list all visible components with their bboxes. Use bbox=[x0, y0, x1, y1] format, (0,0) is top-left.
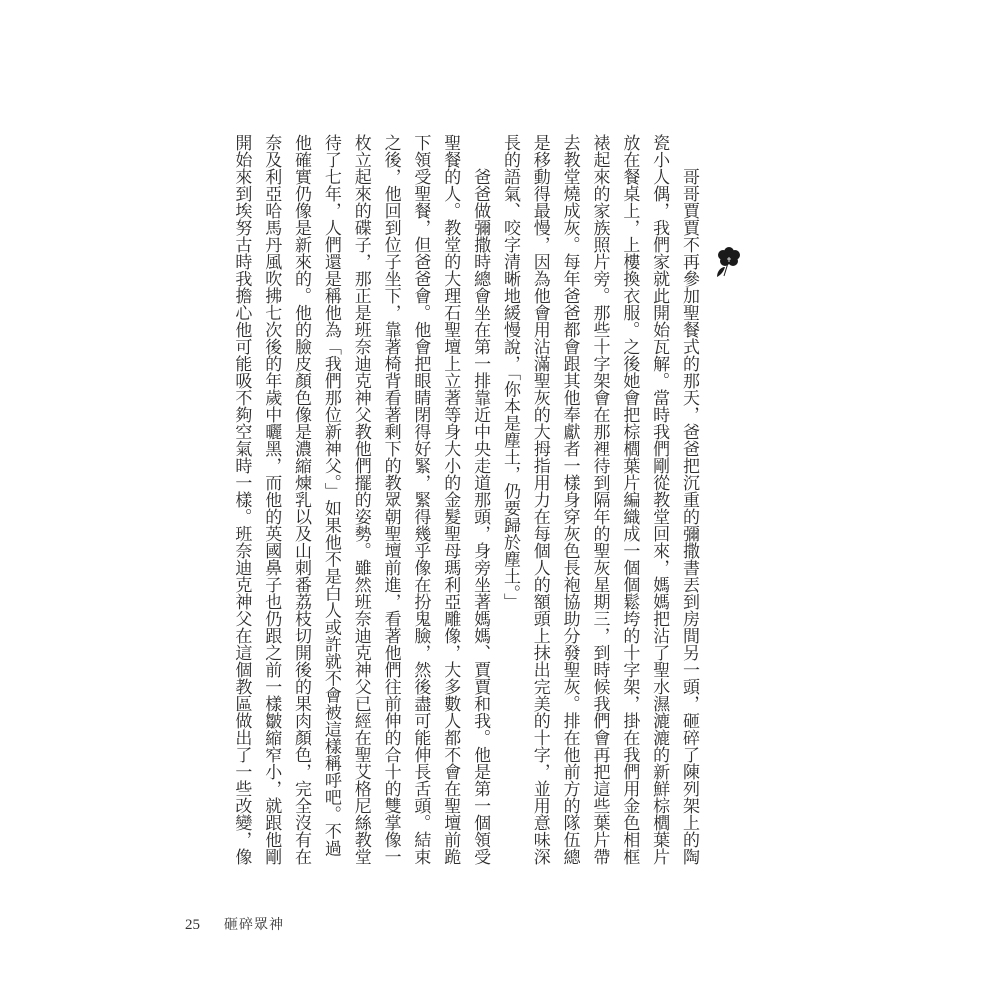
text-column-5: 去教堂燒成灰。每年爸爸都會跟其他奉獻者一樣身穿灰色長袍協助分發聖灰。排在他前方的隊伍總 bbox=[559, 134, 580, 865]
running-title: 砸碎眾神 bbox=[224, 917, 284, 933]
text-column-16: 開始來到埃努古時我擔心他可能吸不夠空氣時一樣。班奈迪克神父在這個教區做出了一些改變，像 bbox=[231, 134, 252, 865]
text-column-11: 之後，他回到位子坐下，靠著椅背看著剩下的教眾朝聖壇前進，看著他們往前伸的合十的雙掌像一 bbox=[380, 134, 401, 865]
text-column-1: 哥哥賈賈不再參加聖餐式的那天，爸爸把沉重的彌撒書丟到房間另一頭，砸碎了陳列架上的陶 bbox=[679, 168, 699, 865]
text-column-2: 瓷小人偶，我們家就此開始瓦解。當時我們剛從教堂回來，媽媽把沾了聖水濕漉漉的新鮮棕櫚葉片 bbox=[649, 134, 670, 865]
text-column-13: 待了七年，人們還是稱他為「我們那位新神父。」如果他不是白人或許就不會被這樣稱呼吧。不過 bbox=[320, 134, 341, 857]
vertical-text-body bbox=[226, 134, 704, 874]
text-column-14: 他確實仍像是新來的。他的臉皮顏色像是濃縮煉乳以及山刺番荔枝切開後的果肉顏色，完全沒有在 bbox=[291, 134, 312, 865]
text-column-12: 枚立起來的碟子，那正是班奈迪克神父教他們擺的姿勢。雖然班奈迪克神父已經在聖艾格尼絲教堂 bbox=[350, 134, 371, 865]
text-column-10: 下領受聖餐，但爸爸會。他會把眼睛閉得好緊，緊得幾乎像在扮鬼臉，然後盡可能伸長舌頭。結束 bbox=[410, 134, 431, 865]
text-column-8: 爸爸做彌撒時總會坐在第一排靠近中央走道那頭，身旁坐著媽媽、賈賈和我。他是第一個領受 bbox=[470, 168, 491, 865]
text-column-3: 放在餐桌上，上樓換衣服。之後她會把棕櫚葉片編織成一個個鬆垮的十字架，掛在我們用金色相框 bbox=[619, 134, 640, 865]
page-number: 25 bbox=[185, 917, 200, 933]
flower-icon bbox=[714, 243, 742, 279]
text-column-9: 聖餐的人。教堂的大理石聖壇上立著等身大小的金髮聖母瑪利亞雕像，大多數人都不會在聖壇前跪 bbox=[440, 134, 461, 865]
page-footer bbox=[185, 914, 284, 934]
text-column-4: 裱起來的家族照片旁。那些十字架會在那裡待到隔年的聖灰星期三，到時候我們會再把這些葉片帶 bbox=[589, 134, 610, 865]
text-column-6: 是移動得最慢，因為他會用沾滿聖灰的大拇指用力在每個人的額頭上抹出完美的十字，並用意味深 bbox=[529, 134, 550, 865]
text-column-15: 奈及利亞哈馬丹風吹拂七次後的年歲中曬黑，而他的英國鼻子也仍跟之前一樣皺縮窄小，就跟他剛 bbox=[261, 134, 282, 865]
text-column-7: 長的語氣、咬字清晰地緩慢說，「你本是塵土，仍要歸於塵土。」 bbox=[499, 134, 520, 610]
